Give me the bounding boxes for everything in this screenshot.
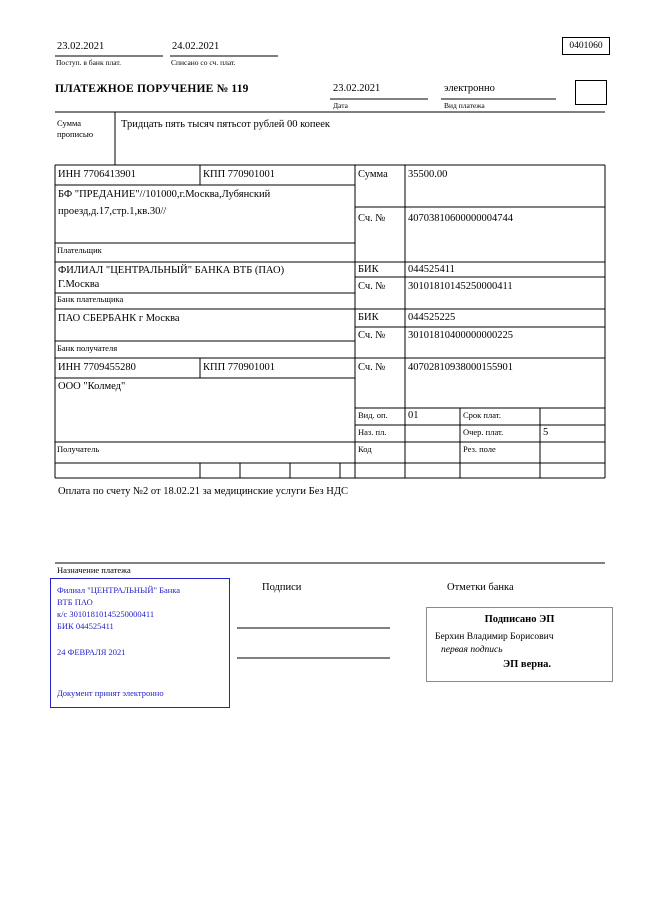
esign-status: ЭП верна. — [503, 659, 552, 670]
form-code: 0401060 — [569, 41, 603, 51]
debited-date: 24.02.2021 — [172, 41, 220, 52]
payer-bank-name-line1: ФИЛИАЛ "ЦЕНТРАЛЬНЫЙ" БАНКА ВТБ (ПАО) — [58, 265, 285, 276]
debited-date-label: Списано со сч. плат. — [171, 58, 236, 67]
amount-words-label-2: прописью — [57, 129, 94, 139]
payee-bank-caption: Банк получателя — [57, 343, 118, 353]
esign-note: первая подпись — [441, 645, 503, 655]
payer-kpp: КПП 770901001 — [203, 169, 276, 180]
received-date: 23.02.2021 — [57, 41, 105, 52]
payee-bank-bik-label: БИК — [358, 312, 379, 323]
sum-label: Сумма — [358, 169, 388, 180]
payee-bank-name: ПАО СБЕРБАНК г Москва — [58, 313, 180, 324]
bank-stamp-line4: БИК 044525411 — [57, 621, 114, 631]
received-date-label: Поступ. в банк плат. — [56, 58, 121, 67]
payer-bank-name-line2: Г.Москва — [58, 279, 100, 290]
payee-account-label: Сч. № — [358, 362, 386, 373]
payee-account: 40702810938000155901 — [408, 362, 513, 373]
payee-caption: Получатель — [57, 444, 100, 454]
purpose-code-label: Наз. пл. — [358, 427, 387, 437]
payer-caption: Плательщик — [57, 245, 102, 255]
esign-title: Подписано ЭП — [484, 614, 555, 625]
payment-purpose-caption: Назначение платежа — [57, 565, 131, 575]
payer-bank-account: 30101810145250000411 — [408, 281, 513, 292]
bank-stamp — [50, 578, 230, 708]
bank-stamp-line1: Филиал "ЦЕНТРАЛЬНЫЙ" Банка — [57, 585, 181, 595]
op-type-label: Вид. оп. — [358, 410, 388, 420]
payment-purpose-text: Оплата по счету №2 от 18.02.21 за медицинские услуги Без НДС — [58, 486, 349, 497]
payee-bank-account: 30101810400000000225 — [408, 330, 513, 341]
payment-type: электронно — [444, 83, 495, 94]
amount-words-label-1: Сумма — [57, 118, 82, 128]
op-type-value: 01 — [408, 410, 419, 421]
bank-marks-title: Отметки банка — [447, 582, 514, 593]
status-box — [575, 80, 607, 105]
payment-type-label: Вид платежа — [444, 101, 485, 110]
bank-stamp-line2: ВТБ ПАО — [57, 597, 93, 607]
document-title: ПЛАТЕЖНОЕ ПОРУЧЕНИЕ № 119 — [55, 83, 249, 95]
sum-value: 35500.00 — [408, 169, 448, 180]
bank-stamp-line3: к/с 30101810145250000411 — [57, 609, 155, 619]
payer-bank-bik-label: БИК — [358, 264, 379, 275]
payer-bank-caption: Банк плательщика — [57, 294, 124, 304]
form-code-box — [562, 37, 610, 55]
payer-account: 40703810600000004744 — [408, 213, 513, 224]
esign-stamp — [426, 607, 613, 682]
signatures-title: Подписи — [262, 582, 302, 593]
payee-inn: ИНН 7709455280 — [58, 362, 136, 373]
document-date-label: Дата — [333, 101, 348, 110]
payee-bank-bik: 044525225 — [408, 312, 456, 323]
bank-stamp-accepted: Документ принят электронно — [57, 688, 164, 698]
document-date: 23.02.2021 — [333, 83, 381, 94]
payer-account-label: Сч. № — [358, 213, 386, 224]
esign-signer-name: Берхин Владимир Борисович — [435, 632, 554, 642]
payer-bank-bik: 044525411 — [408, 264, 455, 275]
bank-stamp-date: 24 ФЕВРАЛЯ 2021 — [57, 647, 126, 657]
reserve-field-label: Рез. поле — [463, 444, 496, 454]
payee-bank-account-label: Сч. № — [358, 330, 386, 341]
payment-order-value: 5 — [543, 427, 549, 438]
payment-term-label: Срок плат. — [463, 410, 501, 420]
payer-inn: ИНН 7706413901 — [58, 169, 136, 180]
amount-in-words: Тридцать пять тысяч пятьсот рублей 00 копеек — [121, 119, 330, 130]
payee-kpp: КПП 770901001 — [203, 362, 276, 373]
payer-name-line1: БФ "ПРЕДАНИЕ"//101000,г.Москва,Лубянский — [58, 189, 271, 200]
payer-name-line2: проезд,д.17,стр.1,кв.30// — [58, 206, 167, 217]
payer-bank-account-label: Сч. № — [358, 281, 386, 292]
code-label: Код — [358, 444, 372, 454]
payee-name: ООО "Колмед" — [58, 381, 126, 392]
payment-order-label: Очер. плат. — [463, 427, 504, 437]
